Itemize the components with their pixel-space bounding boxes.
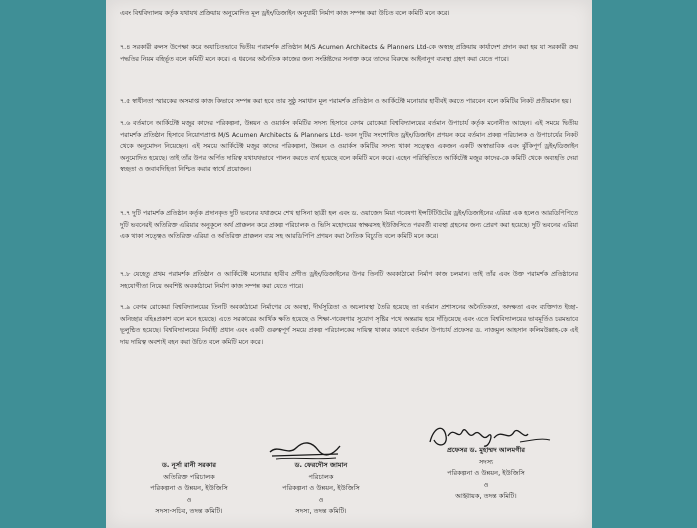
signatory-name: ড. ফেরদৌস জামান [294,461,348,469]
signatory-role: আহ্বায়ক, তদন্ত কমিটি। [455,492,517,500]
paragraph-7-8: ৭.৮ যেহেতু প্রথম পরামর্শক প্রতিষ্ঠান ও আর্কিটেক্ট মনোয়ার হাবীব প্রণীত ড্রইং/ডিজাইনের উপর তিনটি অবকাঠামো নির্মাণ কাজ চলমান। তাই তাঁর এবং উক্ত পরামর্শক প্রতিষ্ঠানের সহযোগীতা নিয়ে অবশিষ্ট অবকাঠামো নির্মাণ কাজ সম্পন্ন করা যেতে পারে। [120,271,578,290]
signatory-department: পরিকল্পনা ও উন্নয়ন, ইউজিসি [282,484,360,492]
signatory-department: পরিকল্পনা ও উন্নয়ন, ইউজিসি [447,469,525,477]
signatory-conjunction: ও [186,495,192,504]
paragraph-7-5: ৭.৫ স্বাধীনতা স্মারকের অসমাপ্ত কাজ কিভাবে সম্পন্ন করা হবে তার সুষ্ঠু সমাধান মূল পরামর্শক প্রতিষ্ঠান ও আর্কিটেক্ট মনোয়ার হাবীবই করতে পারবেন বলে কমিটির নিকট প্রতীয়মান হয়। [120,98,571,105]
document-page [106,0,592,528]
signatory-name: ড. নূর্সা রানী সরকার [162,461,216,469]
signatory-department: পরিকল্পনা ও উন্নয়ন, ইউজিসি [150,484,228,492]
paragraph-7-6: ৭.৬ বর্তমানে আর্কিটেক্ট মজুর কাদের পরিকল্পনা, উন্নয়ন ও ওয়ার্কস কমিটির সদস্য হিসাবে বেগম রোকেয়া বিশ্ববিদ্যালয়ের বর্তমান উপাচার্য কর্তৃক মনোনীত আছেন। এই সময়ে দ্বিতীয় পরামর্শক প্রতিষ্ঠান হিসাবে নিয়োগপ্রাপ্ত M/S Acumen Architects & Planners Ltd- ভবন দুটির সংশোধিত ড্রইং/ডিজাইন প্রণয়ন করে বর্তমান প্রকল্প পরিচালক ও উপাচার্যের নিকট থেকে অনুমোদন নিয়েছেন। এই সময়ে আর্কিটেক্ট মজুর কাদের পরিকল্পনা, উন্নয়ন ও ওয়ার্কস কমিটির সদস্য থাকা সত্ত্বেও একজন একটি অস্বাভাবিক এবং ঝুঁকিপূর্ণ ড্রইং/ডিজাইন অনুমোদিত হয়েছে। তাই তাঁর উপর অর্পিত দায়িত্ব যথাযথভাবে পালন করতে ব্যর্থ হয়েছে বলে কমিটি মনে করে। এহেন পরিস্থিতিতে আর্কিটেক্ট মজুর কাদের-কে কমিটি থেকে অব্যহতি দেয়া স্বচ্ছতা ও জবাবদিহিতা নিশ্চিত করার স্বার্থে প্রয়োজন। [120,120,578,174]
signatory-title: সদস্য [478,457,494,466]
signatory-role: সদস্য, তদন্ত কমিটি। [295,507,347,515]
paragraph-7-7: ৭.৭ দুটি পরামর্শক প্রতিষ্ঠান কর্তৃক প্রদানকৃত দুটি ভবনের যথাক্রমে শেখ হাসিনা ছাত্রী হল এবং ড. ওয়াজেদ মিয়া গবেষণা ইন্সটিটিউটের ড্রইং/ডিজাইনের এরিয়া এক হলেও আরডিপিপিতে দুটি ভবনেরই অতিরিক্ত এরিয়ার অনুকূলে অর্থ প্রাক্কলন করে প্রকল্প পরিচালক ও ভিসি মহোদয়ের স্বাক্ষরসহ ইউজিসিতে পরবর্তী ব্যবস্থা গ্রহনের জন্য প্রেরণ করা হয়েছে। দুটি ভবনের এরিয়া এক থাকা সত্ত্বেও অতিরিক্ত এরিয়া ও অতিরিক্ত প্রাক্কলন ব্যয় সহ আরডিপিপি প্রণয়ন করা নৈতিক বিচ্যুতি বলে কমিটি মনে করে। [120,210,578,241]
signatory-conjunction: ও [483,480,489,489]
signatory-block-2 [246,460,396,518]
signatory-name: প্রফেসর ড. মুহাম্মদ আলমগীর [446,446,526,454]
paragraph-7-4: ৭.৪ সরকারী রুলস উপেক্ষা করে অযাচিতভাবে দ্বিতীয় পরামর্শক প্রতিষ্ঠান M/S Acumen Architects & Planners Ltd-কে অস্বচ্ছ প্রক্রিয়ায় কার্যাদেশ প্রদান করা হয় যা সরকারী ক্রয় পদ্ধতির নিয়ম বহির্ভূত বলে কমিটি মনে করে। এ ধরনের অনৈতিক কাজের জন্য সংশ্লিষ্টদের সনাক্ত করে তাদের বিরুদ্ধে আইনানুগ ব্যবস্থা গ্রহণ করা যেতে পারে। [120,44,578,63]
signatory-title: অতিরিক্ত পরিচালক [163,472,215,481]
signatory-role: সদস্য-সচিব, তদন্ত কমিটি। [155,507,223,515]
paragraph-intro: এবং বিশ্ববিদ্যালয় কর্তৃক যথাযথ প্রক্রিয়ায় অনুমোদিত মূল ড্রইং/ডিজাইন অনুযায়ী নির্মাণ কাজ সম্পন্ন করা উচিত বলে কমিটি মনে করে। [120,10,450,17]
signatory-title: পরিচালক [308,472,334,481]
signatory-block-1 [114,460,264,518]
signatory-conjunction: ও [318,495,324,504]
paragraph-7-9: ৭.৯ বেগম রোকেয়া বিশ্ববিদ্যালয়ের তিনটি অবকাঠামো নির্মাণের যে অবস্থা, দীর্ঘসূত্রিতা ও অচলাবস্থা তৈরি হয়েছে তা বর্তমান প্রশাসনের অনৈতিকতা, অদক্ষতা এবং ব্যক্তিগত ইচ্ছা-অনিচ্ছার বহিঃপ্রকাশ বলে মনে হয়েছে। এতে সরকারের আর্থিক ক্ষতি হয়েছে ও শিক্ষা-গবেষণার সুযোগ সৃষ্টির পথে অন্তরায় হয়ে দাঁড়িয়েছে এবং এতে বিশ্ববিদ্যালয়ের ভাবমূর্তিও চরমভাবে ভূলুণ্ঠিত হয়েছে। বিশ্ববিদ্যালয়ের নির্বাহী প্রধান এবং একটি গুরুত্বপূর্ণ সময়ে প্রকল্প পরিচালকের দায়িত্ব থাকার কারণে বর্তমান উপাচার্য প্রফেসর ড. নাজমুল আহসান কলিমউল্লাহ-কে এই দায় দায়িত্ব অবশ্যই বহন করা উচিত বলে কমিটি মনে করে। [120,304,578,346]
signatory-block-3 [406,445,566,503]
